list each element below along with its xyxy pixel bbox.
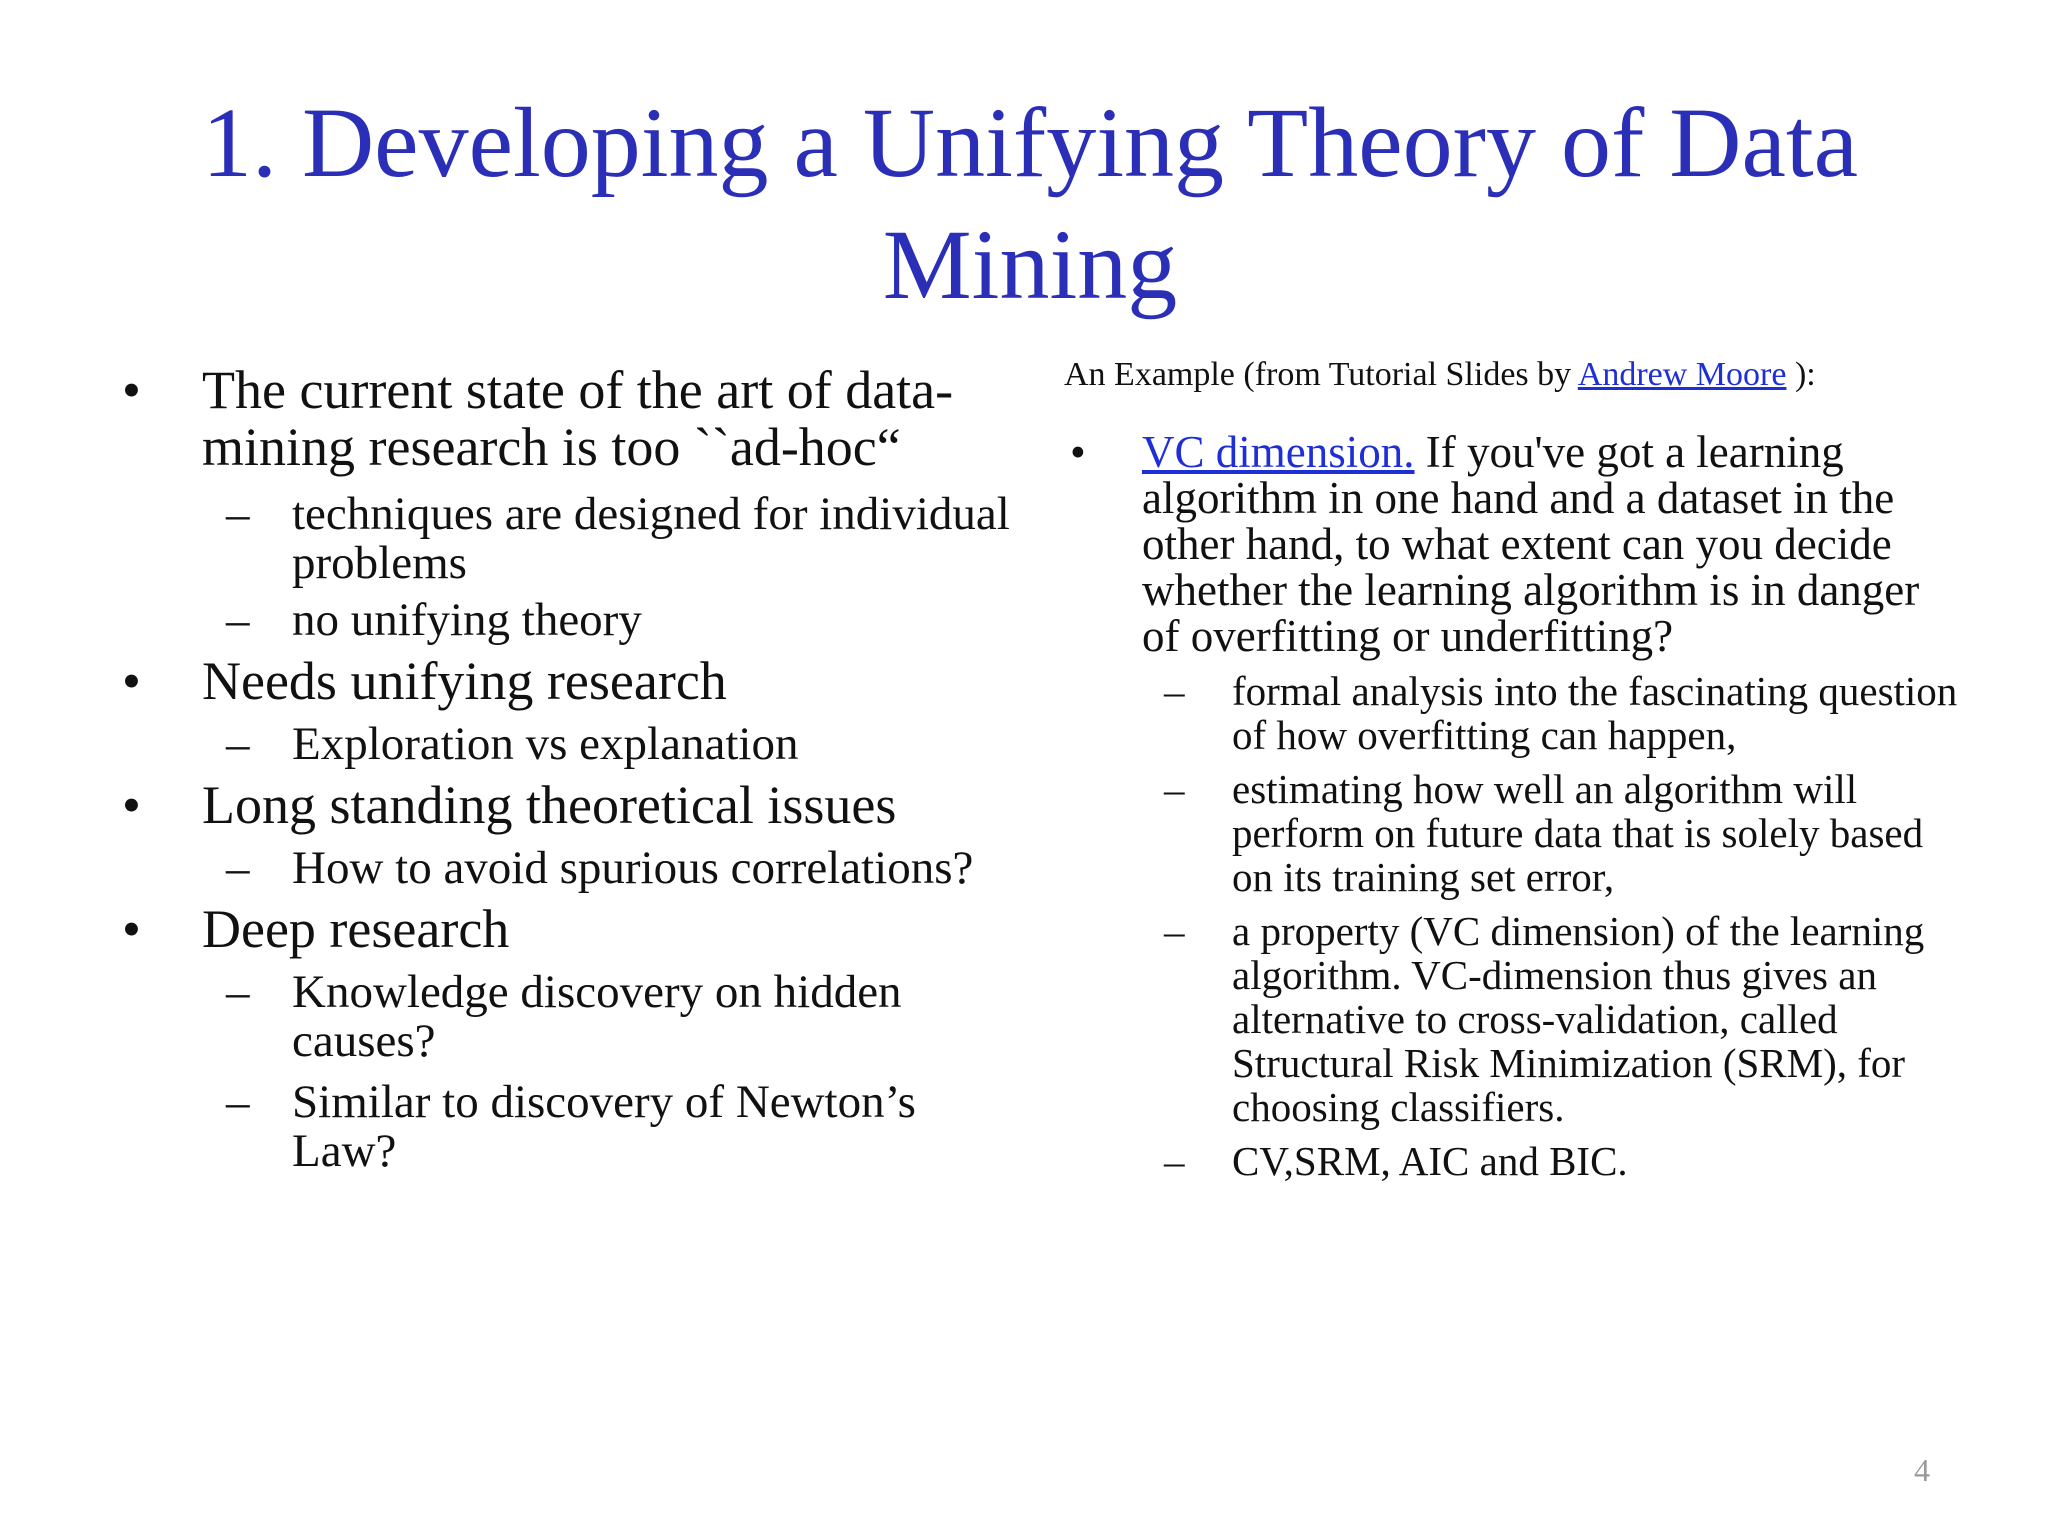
right-sub-2 [1064, 767, 1964, 899]
dash-icon: – [226, 842, 250, 894]
dash-icon: – [1164, 766, 1185, 812]
left-bullet-2 [110, 653, 1010, 710]
slide-title-line-2: Mining [882, 209, 1178, 320]
left-bullet-4-text: Deep research [202, 899, 510, 959]
right-bullet-1 [1064, 429, 1964, 659]
left-bullet-2-text: Needs unifying research [202, 651, 727, 711]
right-bullet-1-body: If you've got a learning algorithm in one hand and a dataset in the other hand, to what extent can you decide whether the learning algorithm is in danger of overfitting or underfitting? [1142, 427, 1920, 661]
left-sub-1-1 [110, 490, 1010, 588]
left-bullet-1 [110, 362, 1010, 476]
left-column [110, 362, 1010, 1176]
left-sub-1-1-text: techniques are designed for individual problems [292, 488, 1010, 589]
bullet-icon: • [1070, 427, 1086, 477]
example-prefix: An Example (from Tutorial Slides by [1064, 356, 1578, 393]
andrew-moore-link[interactable]: Andrew Moore [1577, 356, 1787, 393]
bullet-icon: • [122, 651, 141, 711]
right-sub-1-text: formal analysis into the fascinating question of how overfitting can happen, [1232, 668, 1958, 758]
bullet-icon: • [122, 775, 141, 835]
dash-icon: – [1164, 668, 1185, 714]
right-sub-4-text: CV,SRM, AIC and BIC. [1232, 1138, 1628, 1184]
dash-icon: – [226, 1076, 250, 1128]
left-sub-4-2-text: Similar to discovery of Newton’s Law? [292, 1076, 916, 1177]
dash-icon: – [1164, 908, 1185, 954]
dash-icon: – [1164, 1138, 1185, 1184]
left-sub-1-2-text: no unifying theory [292, 594, 642, 646]
left-bullet-3-text: Long standing theoretical issues [202, 775, 897, 835]
right-sub-3 [1064, 909, 1964, 1129]
bullet-icon: • [122, 899, 141, 959]
left-sub-4-2 [110, 1078, 1010, 1176]
example-source-line [1064, 355, 1964, 395]
left-sub-4-1 [110, 968, 1010, 1066]
right-sub-1 [1064, 669, 1964, 757]
left-sub-2-1-text: Exploration vs explanation [292, 718, 799, 770]
right-column [1064, 355, 1964, 1183]
right-sub-3-text: a property (VC dimension) of the learning algorithm. VC-dimension thus gives an alternative to cross-validation, called Structural Risk Minimization (SRM), for choosing classifiers. [1232, 908, 1925, 1130]
right-bullet-1-text [1142, 429, 1964, 659]
left-sub-4-1-text: Knowledge discovery on hidden causes? [292, 966, 902, 1067]
bullet-icon: • [122, 360, 141, 420]
slide-title [120, 82, 1940, 326]
dash-icon: – [226, 488, 250, 540]
left-sub-3-1 [110, 844, 1010, 893]
right-sub-4 [1064, 1139, 1964, 1183]
slide-title-line-1: 1. Developing a Unifying Theory of Data [201, 87, 1859, 198]
page-number: 4 [1914, 1452, 1930, 1488]
left-sub-1-2 [110, 596, 1010, 645]
right-sub-2-text: estimating how well an algorithm will perform on future data that is solely based on its training set error, [1232, 766, 1924, 900]
left-bullet-4 [110, 901, 1010, 958]
left-bullet-3 [110, 777, 1010, 834]
left-sub-3-1-text: How to avoid spurious correlations? [292, 842, 974, 894]
dash-icon: – [226, 718, 250, 770]
vc-dimension-link[interactable]: VC dimension. [1142, 427, 1415, 477]
example-suffix: ): [1786, 356, 1816, 393]
left-bullet-1-text: The current state of the art of data-mining research is too ``ad-hoc“ [202, 360, 954, 477]
dash-icon: – [226, 966, 250, 1018]
left-sub-2-1 [110, 720, 1010, 769]
dash-icon: – [226, 594, 250, 646]
